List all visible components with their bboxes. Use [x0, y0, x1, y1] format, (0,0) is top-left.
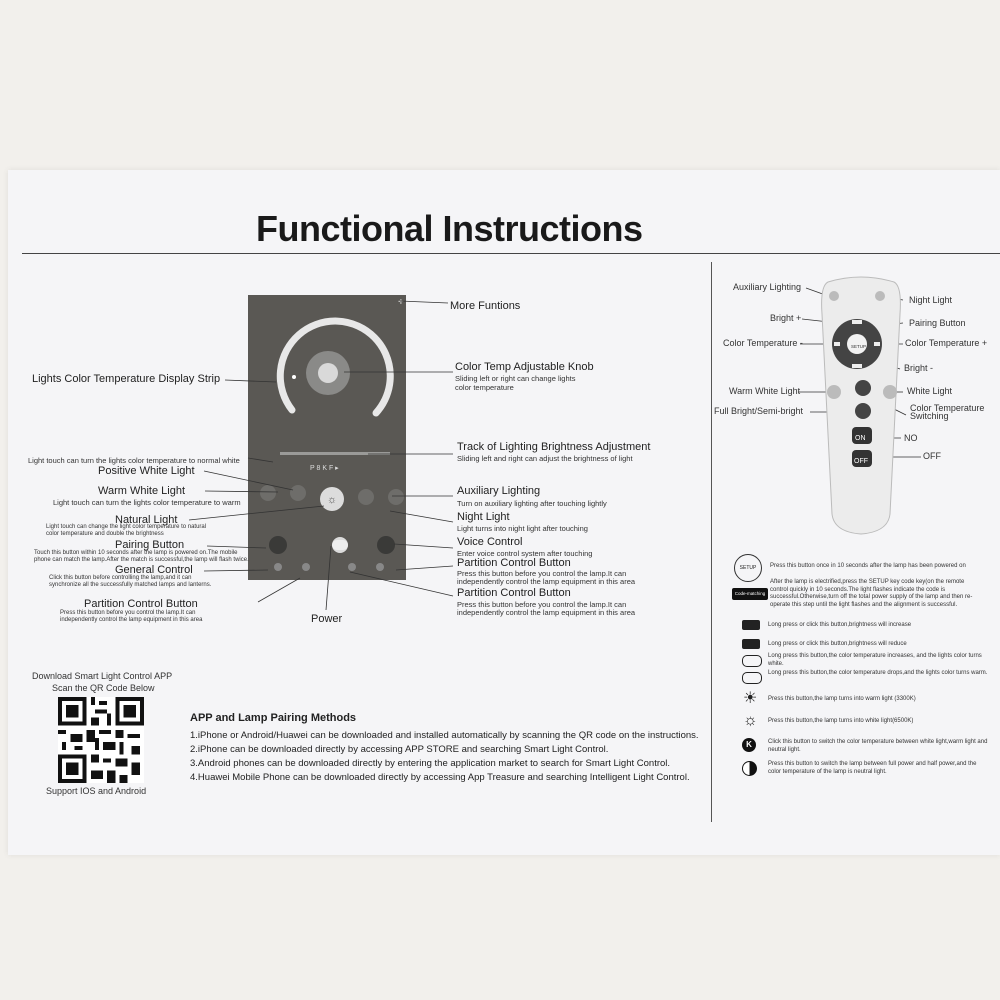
- partition-left-label: Partition Control Button: [84, 598, 198, 610]
- svg-text:☼: ☼: [327, 494, 338, 506]
- setup-icon: SETUP: [734, 554, 762, 582]
- brightness-track-label: Track of Lighting Brightness Adjustment: [457, 441, 651, 453]
- legend-row-text: Press this button to switch the lamp between full power and half power,and the color temperature of the lamp is neutral light.: [768, 761, 977, 775]
- partition-right-1-desc-2: independently control the lamp equipment in this area: [457, 577, 636, 586]
- more-functions-label: More Funtions: [450, 300, 521, 312]
- auxiliary-lighting-label: Auxiliary Lighting: [457, 485, 541, 497]
- brightness-down-icon: [742, 639, 760, 649]
- remote-bright-minus-label: Bright -: [904, 363, 934, 373]
- remote-off-label: OFF: [923, 451, 941, 461]
- display-strip-label: Lights Color Temperature Display Strip: [32, 373, 221, 385]
- app-screen-graphic: [248, 295, 406, 580]
- partition-left-desc: Press this button before you control the lamp.It can: [60, 610, 196, 616]
- remote-setup-button: SETUP: [851, 344, 867, 349]
- remote-on-button: ON: [855, 435, 866, 442]
- partition-right-2-label: Partition Control Button: [457, 587, 571, 599]
- color-temp-knob-desc: Sliding left or right can change lights: [455, 374, 576, 383]
- natural-light-label: Natural Light: [115, 514, 178, 526]
- remote-no-label: NO: [904, 433, 918, 443]
- remote-bright-plus-label: Bright +: [770, 313, 802, 323]
- remote-color-switch-label-2: Switching: [910, 411, 949, 421]
- natural-light-desc: Light touch can change the light color temperature to natural: [46, 524, 207, 530]
- partition-right-1-label: Partition Control Button: [457, 557, 571, 569]
- code-matching-legend-text: After the lamp is electrified,press the SETUP key code key(on the remote control quickly in 10 seconds.The light flashes indicate the code is successful.Otherwise,turn off the total power supply of the lamp and then re-operate this step until the light flashes and the alignment is successful.: [770, 579, 973, 608]
- night-light-label: Night Light: [457, 511, 510, 523]
- color-temp-knob-desc-2: color temperature: [455, 383, 514, 392]
- pairing-method-item: 4.Huawei Mobile Phone can be downloaded directly by accessing App Treasure and searching Intelligent Light Control.: [190, 772, 690, 783]
- voice-control-label: Voice Control: [457, 536, 523, 548]
- setup-legend-text: Press this button once in 10 seconds after the lamp has been powered on: [770, 563, 966, 569]
- brightness-up-icon: [742, 620, 760, 630]
- legend-row-text: Click this button to switch the color temperature between white light,warm light and neutral light.: [768, 739, 988, 753]
- k-switch-icon: K: [742, 738, 756, 752]
- partition-right-2-desc: Press this button before you control the lamp.It can: [457, 600, 627, 609]
- color-temp-up-icon: [742, 655, 762, 667]
- remote-auxiliary-label: Auxiliary Lighting: [733, 282, 802, 292]
- general-control-desc-2: synchronize all the successfully matched lamps and lanterns.: [49, 582, 212, 588]
- legend-row-text: Long press this button,the color temperature drops,and the lights color turns warm.: [768, 670, 988, 676]
- warm-white-desc: Light touch can turn the lights color temperature to warm: [53, 498, 241, 507]
- pairing-methods-title: APP and Lamp Pairing Methods: [190, 712, 357, 724]
- night-light-desc: Light turns into night light after touching: [457, 524, 588, 533]
- screen-mode-text: P 8 K F ▸: [310, 465, 339, 472]
- general-control-desc: Click this button before controlling the lamp,and it can: [49, 575, 192, 581]
- partition-right-2-desc-2: independently control the lamp equipment in this area: [457, 608, 636, 617]
- qr-download-text: Download Smart Light Control APP: [32, 671, 173, 681]
- code-matching-icon: Code-matching: [732, 588, 768, 600]
- qr-support-text: Support IOS and Android: [46, 786, 147, 796]
- remote-color-temp-minus-label: Color Temperature -: [723, 338, 803, 348]
- legend-row-text: Press this button,the lamp turns into warm light (3300K): [768, 696, 916, 702]
- pairing-button-label: Pairing Button: [115, 539, 185, 551]
- legend-row-text: Long press or click this button,brightness will increase: [768, 622, 912, 628]
- color-temp-down-icon: [742, 672, 762, 684]
- instruction-sheet: [8, 170, 1000, 855]
- legend-row-text: Press this button,the lamp turns into white light(6500K): [768, 718, 914, 724]
- legend-row-text: Long press this button,the color temperature increases, and the lights color turns white.: [768, 653, 982, 667]
- pairing-method-item: 3.Android phones can be downloaded directly by entering the application market to search for Smart Light Control.: [190, 758, 671, 769]
- page-title: Functional Instructions: [256, 208, 643, 249]
- power-label: Power: [311, 613, 343, 625]
- natural-light-desc-2: color temperature and double the brightness: [46, 531, 164, 537]
- title-divider: [22, 253, 1000, 254]
- partition-right-1-desc: Press this button before you control the lamp.It can: [457, 569, 627, 578]
- qr-scan-text: Scan the QR Code Below: [52, 683, 155, 693]
- app-screenshot: [248, 295, 406, 580]
- brightness-track-desc: Sliding left and right can adjust the brightness of light: [457, 454, 633, 463]
- pairing-button-desc-2: phone can match the lamp.After the match is successful,the lamp will flash twice.: [34, 557, 249, 563]
- pairing-method-item: 1.iPhone or Android/Huawei can be downloaded and installed automatically by scanning the QR code on the instructions.: [190, 730, 699, 741]
- sun-filled-icon: ☀: [743, 690, 758, 707]
- remote-off-button: OFF: [854, 458, 868, 465]
- legend-row-text: Long press or click this button,brightness will reduce: [768, 641, 907, 647]
- pairing-method-item: 2.iPhone can be downloaded directly by accessing APP STORE and searching Smart Light Control.: [190, 744, 609, 755]
- partition-left-desc-2: independently control the lamp equipment in this area: [60, 617, 203, 623]
- general-control-label: General Control: [115, 564, 193, 576]
- color-temp-knob-label: Color Temp Adjustable Knob: [455, 361, 594, 373]
- positive-white-label: Positive White Light: [98, 465, 195, 477]
- remote-control: [820, 274, 902, 536]
- remote-night-light-label: Night Light: [909, 295, 953, 305]
- remote-pairing-label: Pairing Button: [909, 318, 966, 328]
- light-touch-note: Light touch can turn the lights color temperature to normal white: [28, 456, 240, 465]
- remote-color-temp-plus-label: Color Temperature +: [905, 338, 988, 348]
- remote-white-light-label: White Light: [907, 386, 953, 396]
- auxiliary-lighting-desc: Turn on auxiliary lighting after touching lightly: [457, 499, 607, 508]
- voice-control-desc: Enter voice control system after touching: [457, 549, 593, 558]
- sun-outline-icon: ☼: [743, 712, 758, 729]
- svg-text:+: +: [398, 297, 404, 308]
- column-divider: [711, 262, 712, 822]
- remote-color-switch-label: Color Temperature: [910, 403, 985, 413]
- qr-code: [58, 697, 144, 783]
- pairing-button-desc: Touch this button within 10 seconds after the lamp is powered on.The mobile: [34, 550, 238, 556]
- remote-full-semi-label: Full Bright/Semi-bright: [714, 406, 804, 416]
- half-circle-icon: [742, 761, 757, 776]
- warm-white-label: Warm White Light: [98, 485, 186, 497]
- remote-warm-white-label: Warm White Light: [729, 386, 801, 396]
